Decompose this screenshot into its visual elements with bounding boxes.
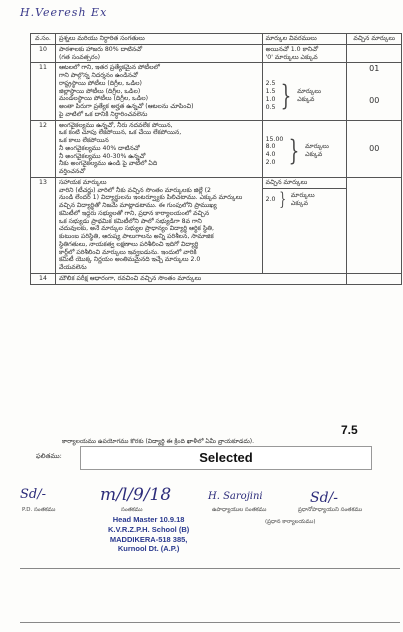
row-line: వచ్చిన విద్యార్థితో నిజమే మాట్లాడటాము. ఈ గుంపులోని ప్రాముఖ్య <box>58 202 217 209</box>
signature-label-member: సంతకము <box>121 507 143 513</box>
row-line: అంతా పిరుగా ప్రత్యేక అర్హత ఉన్నచో (ఆటలను చూపించి) <box>58 103 194 110</box>
brace-icon: } <box>281 78 292 112</box>
marks-note: మార్కులు ఎక్కువ <box>305 143 329 158</box>
row-number: 14 <box>31 273 56 284</box>
row-line: వర్తించనచో <box>58 168 86 175</box>
score-value: 2.5 <box>265 80 276 88</box>
row-line: ఒక సభ్యుడు ప్రాథమిక కమిటీలోని పాలో సభ్యుడిగా 8వ గాని <box>58 217 202 225</box>
row-line: మౌలిక పరీక్ష ఆధారంగా, రవచించి వచ్చిన సొంతం మార్కులు <box>58 274 202 282</box>
table-row <box>31 63 402 120</box>
score-value: 2.0 <box>265 195 276 203</box>
divider <box>20 568 400 569</box>
stamp-line: Head Master 10.9.18 <box>112 515 185 524</box>
marks-line: అయినచో 1.0 కానిచో <box>265 45 319 53</box>
marks-brace-group <box>266 64 344 111</box>
top-handwritten-note: H.Veeresh Ex <box>20 6 108 19</box>
row-line: పై వాటిలో ఒక దానికి నిర్ధారించవలెను <box>58 110 148 118</box>
signature-pd: Sd/- <box>20 487 46 502</box>
row-number: 12 <box>31 120 56 177</box>
row-line: నీ అంగవైకల్యము 40% దాటినచో <box>58 144 140 152</box>
marks-brace-group <box>266 189 344 209</box>
criteria-table <box>30 33 402 285</box>
marks-subheader: వచ్చిన మార్కులు <box>263 179 347 189</box>
row-description <box>55 63 262 120</box>
divider <box>20 622 400 623</box>
awarded-value: 00 <box>369 96 380 106</box>
result-field[interactable]: Selected <box>80 446 372 470</box>
row-line: కుటుంబ పరిస్థితి, ఆరుష్య పాలుగాలను అన్ని పరిశీలన, సామాజిక <box>58 233 214 240</box>
score-value: 2.0 <box>265 158 276 166</box>
score-list <box>266 196 276 204</box>
table-row <box>31 44 402 63</box>
stamp-line: K.V.R.Z.P.H. School (B) <box>108 524 190 534</box>
score-list <box>266 80 276 111</box>
row-line: మండలస్థాయి పోటీలు (దిగ్రీల, ఒడిల) <box>58 95 149 103</box>
table-row <box>31 273 402 284</box>
row-number: 10 <box>31 44 56 63</box>
result-label: ఫలితము: <box>36 452 62 460</box>
signature-member: m/l/9/18 <box>100 485 172 505</box>
header-no: వ.సం. <box>31 34 56 45</box>
office-use-note: కార్యాలయము ఉపయోగము కొరకు (విద్యార్థి ఈ క్రింది ఖాళీలో ఏమీ వ్రాయకూడదు). <box>62 438 255 445</box>
score-value: 15.00 <box>265 135 284 143</box>
row-marks <box>262 44 347 63</box>
row-heading: సహాయక మార్కులు <box>58 178 107 186</box>
marks-line: '0' మార్కులు ఎక్కువ <box>265 53 318 61</box>
score-value: 1.0 <box>265 95 276 103</box>
row-line: స్థితిగతులు, నాయకత్వ లక్షణాలు పరిశీలించి ఇదిగో విద్యార్థి <box>58 240 199 248</box>
row-awarded <box>347 273 402 284</box>
row-line: నీకు అంగవైకల్యము ఉండి పై వాటిలో ఏది <box>58 160 158 168</box>
row-marks <box>262 120 347 177</box>
score-value: 0.5 <box>265 103 276 111</box>
row-description <box>55 177 262 273</box>
marks-brace-group <box>266 122 344 167</box>
school-stamp <box>108 515 189 554</box>
row-line: కమిటీ యొక్క నిర్ణయం అంతిమమైనది ఇచ్చే మార్కులు 2.0 <box>58 256 201 264</box>
signature-label-headmaster: ప్రధానోపాధ్యాయుని సంతకము <box>298 507 363 513</box>
row-line: ఆటలలో గాని, ఇతర ప్రత్యేకమైన పోటీలలో <box>58 64 160 72</box>
row-line: కార్డ్‌లో పరిశీలించి మార్కులు ఇవ్వబడును. ఇందులో వారికి <box>58 248 197 256</box>
brace-icon: } <box>288 134 300 167</box>
row-marks <box>262 63 347 120</box>
row-line: జిల్లాస్థాయి పోటీలు (దిగ్రీల, ఒడిల) <box>58 87 141 95</box>
row-line: నుండి లేందర్ 1) విద్యార్థులను ఇంటర్వ్యూకు పిలిచటాము. ఎక్కువ మార్కులు <box>58 194 243 202</box>
marks-note: మార్కులు ఎక్కువ <box>297 88 321 103</box>
row-description <box>55 120 262 177</box>
row-line: వారిని (టీచర్లు) వారిలో నీకు వచ్చిన సొంతం మార్కులకు జిల్లే (2 <box>58 186 211 194</box>
table-row <box>31 177 402 273</box>
signature-headmaster: Sd/- <box>310 490 338 506</box>
row-awarded <box>347 63 402 120</box>
row-number: 13 <box>31 177 56 273</box>
row-line: రాష్ట్రస్థాయి పోటీలు (దిగ్రీల, ఒడిల) <box>58 79 142 87</box>
row-line: (గత సంవత్సరం) <box>58 53 101 61</box>
signature-label-teacher: ఉపాధ్యాయుల సంతకము <box>212 507 267 513</box>
row-line: వేయవలెను <box>58 264 87 271</box>
row-line: చదువులకు, అనే మార్కుల సభ్యుల ప్రాధాన్యం విద్యార్థి ఆర్థిక స్థితి, <box>58 225 214 233</box>
row-line: నీ అంగవైకల్యము 40-30% ఉన్నచో <box>58 152 146 160</box>
awarded-value: 00 <box>369 143 380 153</box>
signature-label-pd: P.D. సంతకము <box>22 507 56 513</box>
principal-office-note: (ప్రధాన కార్యాలయము) <box>265 519 316 525</box>
stamp-line: MADDIKERA-518 385, <box>109 534 188 544</box>
awarded-value-top: 01 <box>369 64 380 74</box>
signature-teacher: H. Sarojini <box>208 491 263 502</box>
header-marks-details: మార్కుల వివరములు <box>262 34 347 45</box>
row-line: అంగవైకల్యము ఉన్నచో, నీరు నదవలేక పోయిన, <box>58 121 173 129</box>
row-description <box>55 273 347 284</box>
row-awarded <box>347 177 402 273</box>
row-number: 11 <box>31 63 56 120</box>
row-line: కమిటీలో ఇద్దరు సభ్యులతో గాని, ప్రధాన కార్యాలయంలో వచ్చిన <box>58 209 210 217</box>
header-awarded-marks: వచ్చిన మార్కులు <box>347 34 402 45</box>
row-marks <box>262 177 347 273</box>
row-awarded <box>347 120 402 177</box>
header-description: ప్రశ్నలు మరియు నిర్ధారిత సంగతులు <box>55 34 262 45</box>
total-score: 7.5 <box>341 423 358 437</box>
row-line: ఒక కంటి చూపు లేకపోయిన, ఒక చేయి లేకపోయిన, <box>58 129 182 137</box>
marks-note: మార్కులు ఎక్కువ <box>290 191 315 207</box>
row-line: పాఠశాలకు హాజరు 80% దాటినచో <box>58 45 143 53</box>
score-list <box>266 136 284 167</box>
table-row <box>31 120 402 177</box>
brace-icon: } <box>279 188 287 210</box>
score-value: 1.5 <box>265 88 276 95</box>
row-awarded <box>347 44 402 63</box>
row-line: గాని పాల్గొన్న నిదర్శనం ఉండినచో <box>58 72 138 79</box>
score-value: 4.0 <box>265 151 276 158</box>
row-line: ఒక కాలు లేకపోయిన <box>58 137 109 144</box>
stamp-line: Kurnool Dt. (A.P.) <box>117 544 180 554</box>
row-description <box>55 44 262 63</box>
score-value: 8.0 <box>265 143 276 151</box>
table-header-row <box>31 34 402 45</box>
